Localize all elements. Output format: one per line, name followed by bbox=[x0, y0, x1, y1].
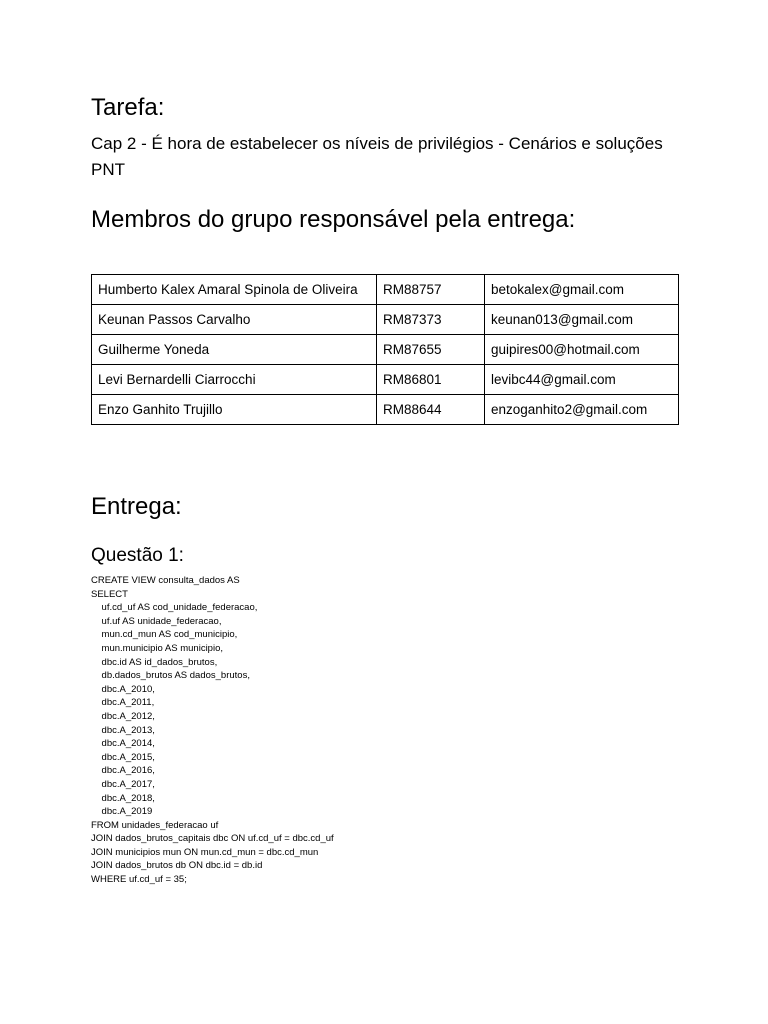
table-row bbox=[92, 335, 679, 365]
table-row bbox=[92, 365, 679, 395]
code-line: dbc.A_2015, bbox=[91, 751, 155, 763]
code-line: dbc.A_2012, bbox=[91, 710, 155, 722]
table-row bbox=[92, 305, 679, 335]
member-name: Enzo Ganhito Trujillo bbox=[92, 395, 377, 425]
member-email: guipires00@hotmail.com bbox=[485, 335, 679, 365]
code-line: mun.cd_mun AS cod_municipio, bbox=[91, 629, 238, 641]
entrega-heading: Entrega: bbox=[91, 493, 182, 520]
member-rm: RM87655 bbox=[377, 335, 485, 365]
table-row bbox=[92, 275, 679, 305]
members-heading: Membros do grupo responsável pela entrega: bbox=[91, 206, 576, 233]
code-line: mun.municipio AS municipio, bbox=[91, 642, 224, 654]
code-line: JOIN municipios mun ON mun.cd_mun = dbc.cd_mun bbox=[91, 846, 319, 858]
member-rm: RM87373 bbox=[377, 305, 485, 335]
member-name: Guilherme Yoneda bbox=[92, 335, 377, 365]
code-line: uf.uf AS unidade_federacao, bbox=[91, 615, 222, 627]
code-line: dbc.A_2018, bbox=[91, 792, 155, 804]
questao-heading: Questão 1: bbox=[91, 545, 184, 566]
code-line: db.dados_brutos AS dados_brutos, bbox=[91, 670, 250, 682]
member-rm: RM88757 bbox=[377, 275, 485, 305]
tarefa-heading: Tarefa: bbox=[91, 94, 165, 121]
code-line: CREATE VIEW consulta_dados AS bbox=[91, 575, 240, 586]
code-line: dbc.A_2016, bbox=[91, 765, 155, 777]
member-email: enzoganhito2@gmail.com bbox=[485, 395, 679, 425]
member-rm: RM86801 bbox=[377, 365, 485, 395]
code-line: dbc.A_2013, bbox=[91, 724, 155, 736]
member-name: Levi Bernardelli Ciarrocchi bbox=[92, 365, 377, 395]
table-row bbox=[92, 395, 679, 425]
code-line: JOIN dados_brutos db ON dbc.id = db.id bbox=[91, 860, 263, 872]
code-line: SELECT bbox=[91, 588, 128, 600]
task-description: Cap 2 - É hora de estabelecer os níveis de privilégios - Cenários e soluções PNT bbox=[91, 134, 663, 179]
member-name: Keunan Passos Carvalho bbox=[92, 305, 377, 335]
code-line: WHERE uf.cd_uf = 35; bbox=[91, 874, 187, 886]
code-line: uf.cd_uf AS cod_unidade_federacao, bbox=[91, 602, 258, 614]
code-line: dbc.A_2017, bbox=[91, 778, 155, 790]
member-name: Humberto Kalex Amaral Spinola de Oliveira bbox=[92, 275, 377, 305]
code-line: dbc.A_2011, bbox=[91, 697, 155, 709]
member-email: levibc44@gmail.com bbox=[485, 365, 679, 395]
code-line: dbc.A_2014, bbox=[91, 738, 155, 750]
code-line: FROM unidades_federacao uf bbox=[91, 819, 219, 831]
code-line: dbc.id AS id_dados_brutos, bbox=[91, 656, 218, 668]
code-line: dbc.A_2010, bbox=[91, 683, 155, 695]
code-line: dbc.A_2019 bbox=[91, 806, 153, 818]
code-line: JOIN dados_brutos_capitais dbc ON uf.cd_uf = dbc.cd_uf bbox=[91, 833, 334, 845]
sql-code-block bbox=[91, 574, 334, 887]
members-table bbox=[91, 274, 679, 425]
member-rm: RM88644 bbox=[377, 395, 485, 425]
member-email: keunan013@gmail.com bbox=[485, 305, 679, 335]
member-email: betokalex@gmail.com bbox=[485, 275, 679, 305]
